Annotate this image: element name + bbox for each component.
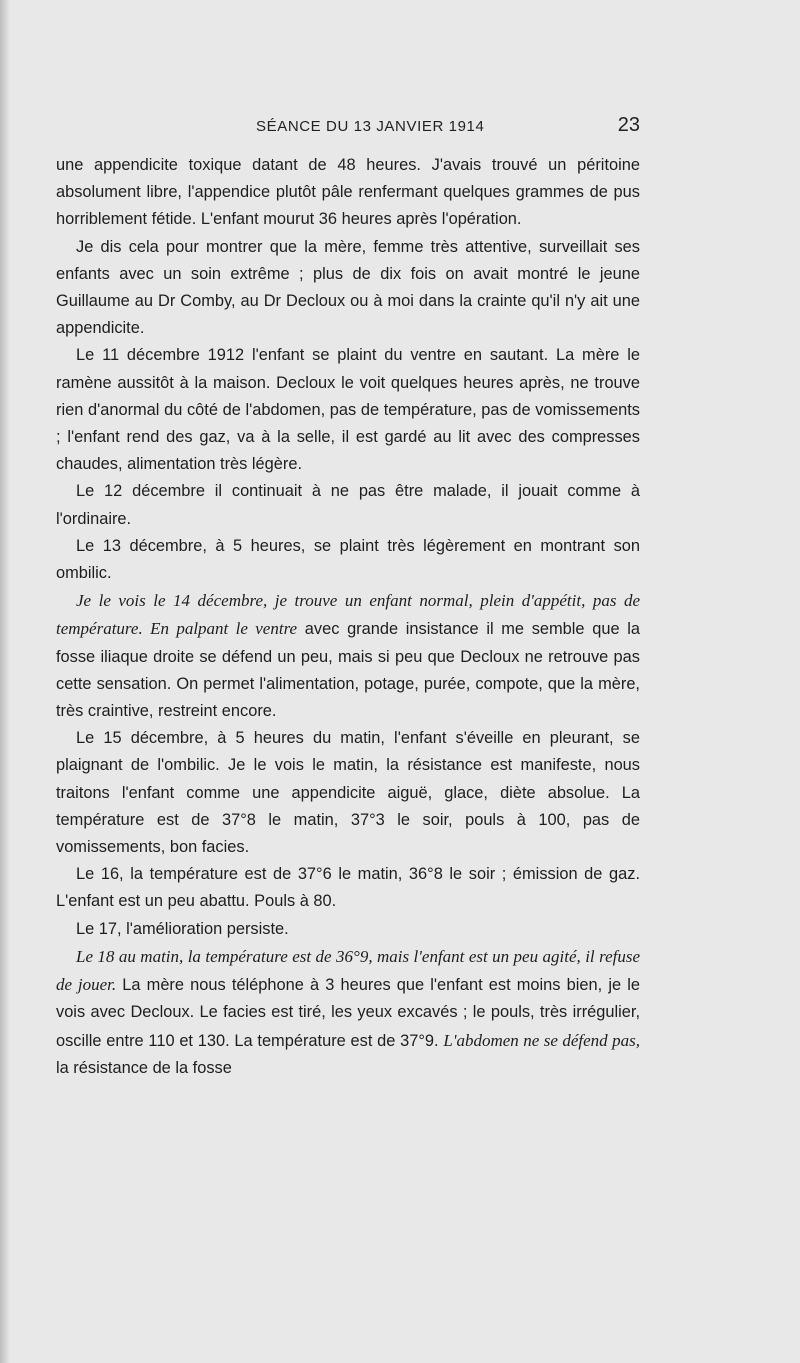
paragraph-6-text: avec grande insistance il me semble que la fosse iliaque droite se défend un peu, mais si peu que Decloux ne retrouve pas cette sensation. On permet l'alimentation, potage, purée, compote, que la mère, très craintive, restreint encore.	[56, 620, 640, 721]
paragraph-2: Je dis cela pour montrer que la mère, femme très attentive, surveillait ses enfants avec un soin extrême ; plus de dix fois on avait montré le jeune Guillaume au Dr Comby, au Dr Decloux ou à moi dans la crainte qu'il n'y ait une appendicite.	[56, 237, 640, 338]
paragraph-1: une appendicite toxique datant de 48 heures. J'avais trouvé un péritoine absolument libre, l'appendice plutôt pâle renfermant quelques grammes de pus horriblement fétide. L'enfant mourut 36 heures après l'opération.	[56, 156, 640, 229]
body-text	[56, 152, 640, 1082]
italic-text: Le 18 au matin, la température est de 36°9, mais l'enfant est un peu agité, il refuse de jouer.	[56, 946, 640, 995]
paragraph-10-end: la résistance de la fosse	[56, 1058, 232, 1077]
paragraph-5: Le 13 décembre, à 5 heures, se plaint très légèrement en montrant son ombilic.	[56, 536, 640, 583]
paragraph-7: Le 15 décembre, à 5 heures du matin, l'enfant s'éveille en pleurant, se plaignant de l'ombilic. Je le vois le matin, la résistance est manifeste, nous traitons l'enfant comme une appendicite aiguë, glace, diète absolue. La température est de 37°8 le matin, 37°3 le soir, pouls à 100, pas de vomissements, bon facies.	[56, 729, 640, 857]
paragraph-3: Le 11 décembre 1912 l'enfant se plaint du ventre en sautant. La mère le ramène aussitôt à la maison. Decloux le voit quelques heures après, ne trouve rien d'anormal du côté de l'abdomen, pas de température, pas de vomissements ; l'enfant rend des gaz, va à la selle, il est gardé au lit avec des compresses chaudes, alimentation très légère.	[56, 346, 640, 474]
page-edge-shadow	[0, 0, 10, 1363]
italic-text: L'abdomen ne se défend pas,	[443, 1030, 640, 1050]
paragraph-8: Le 16, la température est de 37°6 le matin, 36°8 le soir ; émission de gaz. L'enfant est un peu abattu. Pouls à 80.	[56, 865, 640, 911]
page-header	[56, 114, 640, 144]
italic-text: Je le vois le 14 décembre, je trouve un enfant normal, plein d'appétit, pas de température. En palpant le ventre	[56, 591, 640, 639]
page-number: 23	[617, 114, 640, 136]
paragraph-4: Le 12 décembre il continuait à ne pas être malade, il jouait comme à l'ordinaire.	[56, 482, 640, 528]
paragraph-10-text: La mère nous téléphone à 3 heures que l'enfant est moins bien, je le vois avec Decloux. Le facies est tiré, les yeux excavés ; le pouls, très irrégulier, oscille entre 110 et 130. La température est de 37°9.	[56, 976, 640, 1050]
running-title: SÉANCE DU 13 JANVIER 1914	[256, 118, 485, 135]
paragraph-10	[56, 943, 640, 1082]
paragraph-9: Le 17, l'amélioration persiste.	[76, 919, 289, 938]
paragraph-6	[56, 587, 640, 725]
